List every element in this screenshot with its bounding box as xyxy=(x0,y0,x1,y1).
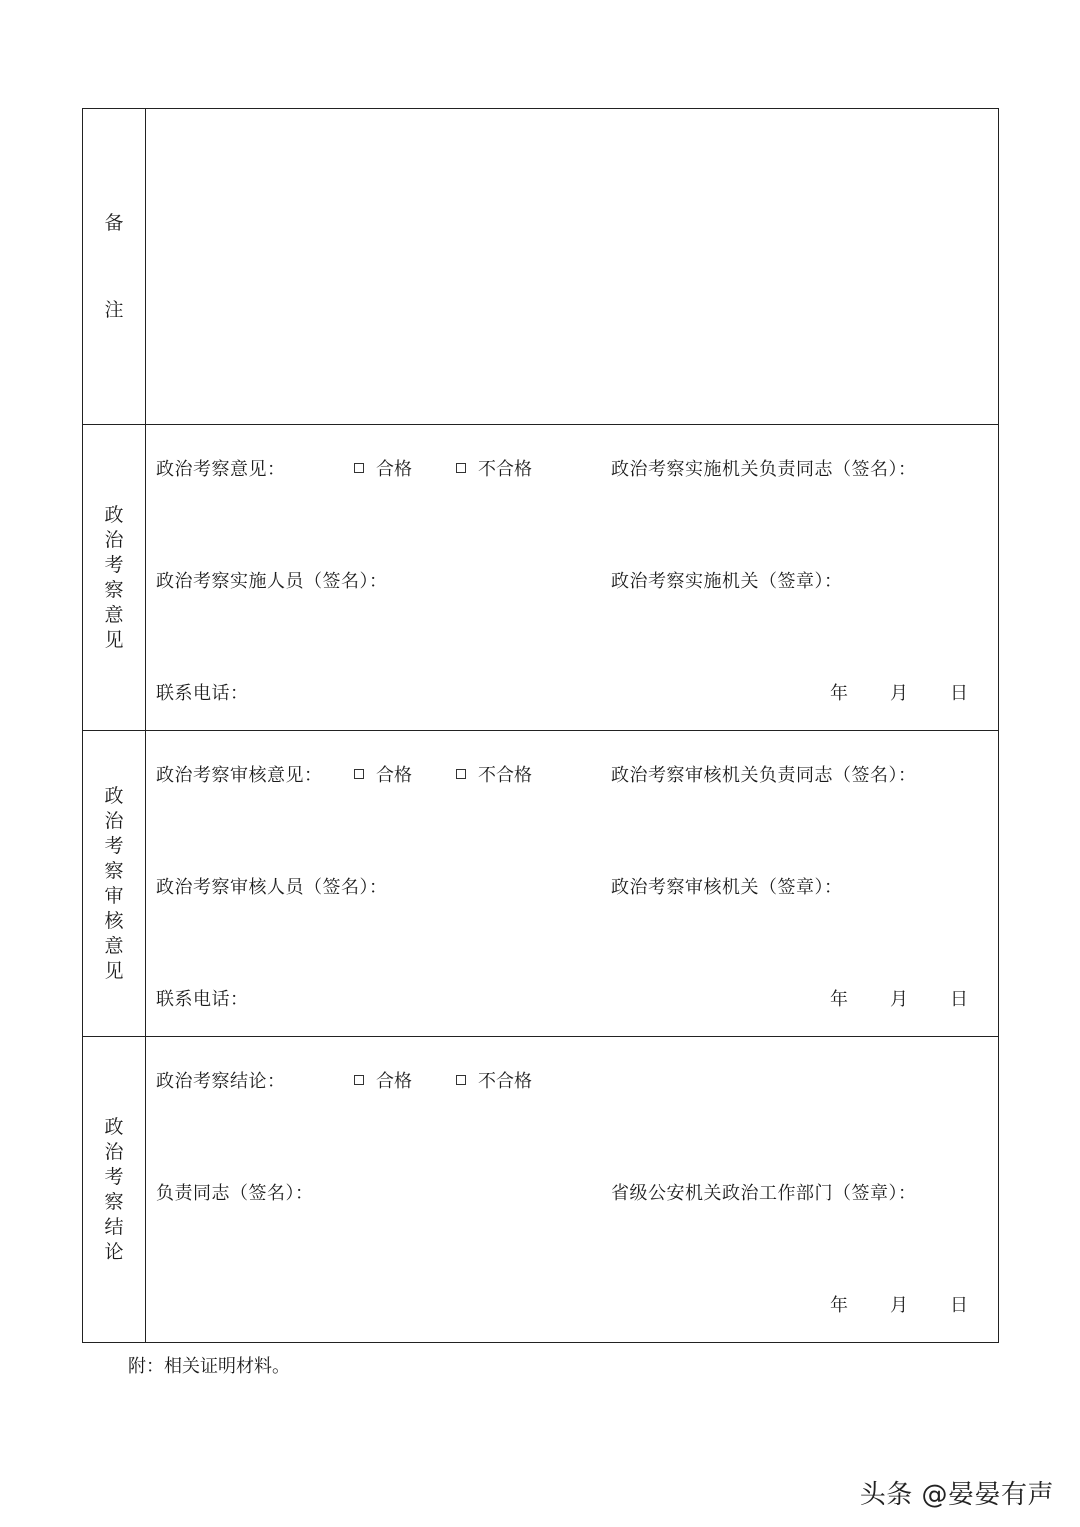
conclusion-day: 日 xyxy=(950,1295,969,1316)
review-pass-option[interactable]: 合格 xyxy=(354,761,412,787)
conclusion-label: 政 治 考 察 结 论 xyxy=(104,1115,124,1263)
opinion-leader-signature: 政治考察实施机关负责同志（签名）： xyxy=(611,459,917,480)
conclusion-month: 月 xyxy=(890,1295,909,1316)
checkbox-icon[interactable] xyxy=(456,1075,466,1085)
conclusion-fail-option[interactable]: 不合格 xyxy=(456,1067,532,1093)
review-row xyxy=(83,731,999,1037)
conclusion-content xyxy=(146,1037,999,1343)
conclusion-leader-signature: 负责同志（签名）： xyxy=(156,1183,314,1204)
opinion-pass-option[interactable]: 合格 xyxy=(354,455,412,481)
conclusion-field-label: 政治考察结论： xyxy=(156,1071,286,1092)
review-leader-signature: 政治考察审核机关负责同志（签名）： xyxy=(611,765,917,786)
checkbox-icon[interactable] xyxy=(354,769,364,779)
checkbox-icon[interactable] xyxy=(456,463,466,473)
opinion-phone: 联系电话： xyxy=(156,683,249,704)
conclusion-year: 年 xyxy=(830,1295,849,1316)
opinion-org-seal: 政治考察实施机关（签章）： xyxy=(611,571,843,592)
remarks-row xyxy=(83,109,999,425)
review-fail-option[interactable]: 不合格 xyxy=(456,761,532,787)
opinion-content xyxy=(146,425,999,731)
review-label: 政 治 考 察 审 核 意 见 xyxy=(104,784,124,982)
attachment-note: 附：相关证明材料。 xyxy=(128,1356,290,1377)
opinion-label: 政 治 考 察 意 见 xyxy=(104,503,124,651)
opinion-label-cell xyxy=(83,425,146,731)
checkbox-icon[interactable] xyxy=(354,1075,364,1085)
watermark: 头条 @晏晏有声 xyxy=(859,1480,1054,1510)
review-month: 月 xyxy=(890,989,909,1010)
review-day: 日 xyxy=(950,989,969,1010)
remarks-label: 备 注 xyxy=(104,211,124,321)
opinion-year: 年 xyxy=(830,683,849,704)
review-phone: 联系电话： xyxy=(156,989,249,1010)
review-year: 年 xyxy=(830,989,849,1010)
opinion-day: 日 xyxy=(950,683,969,704)
political-review-form xyxy=(82,108,999,1343)
review-field-label: 政治考察审核意见： xyxy=(156,765,323,786)
conclusion-dept-seal: 省级公安机关政治工作部门（签章）： xyxy=(611,1183,917,1204)
conclusion-pass-option[interactable]: 合格 xyxy=(354,1067,412,1093)
opinion-staff-signature: 政治考察实施人员（签名）： xyxy=(156,571,388,592)
checkbox-icon[interactable] xyxy=(354,463,364,473)
remarks-content[interactable] xyxy=(146,109,999,425)
review-label-cell xyxy=(83,731,146,1037)
conclusion-label-cell xyxy=(83,1037,146,1343)
remarks-label-cell xyxy=(83,109,146,425)
review-staff-signature: 政治考察审核人员（签名）： xyxy=(156,877,388,898)
opinion-month: 月 xyxy=(890,683,909,704)
review-org-seal: 政治考察审核机关（签章）： xyxy=(611,877,843,898)
opinion-fail-option[interactable]: 不合格 xyxy=(456,455,532,481)
review-content xyxy=(146,731,999,1037)
conclusion-row xyxy=(83,1037,999,1343)
opinion-field-label: 政治考察意见： xyxy=(156,459,286,480)
checkbox-icon[interactable] xyxy=(456,769,466,779)
opinion-row xyxy=(83,425,999,731)
